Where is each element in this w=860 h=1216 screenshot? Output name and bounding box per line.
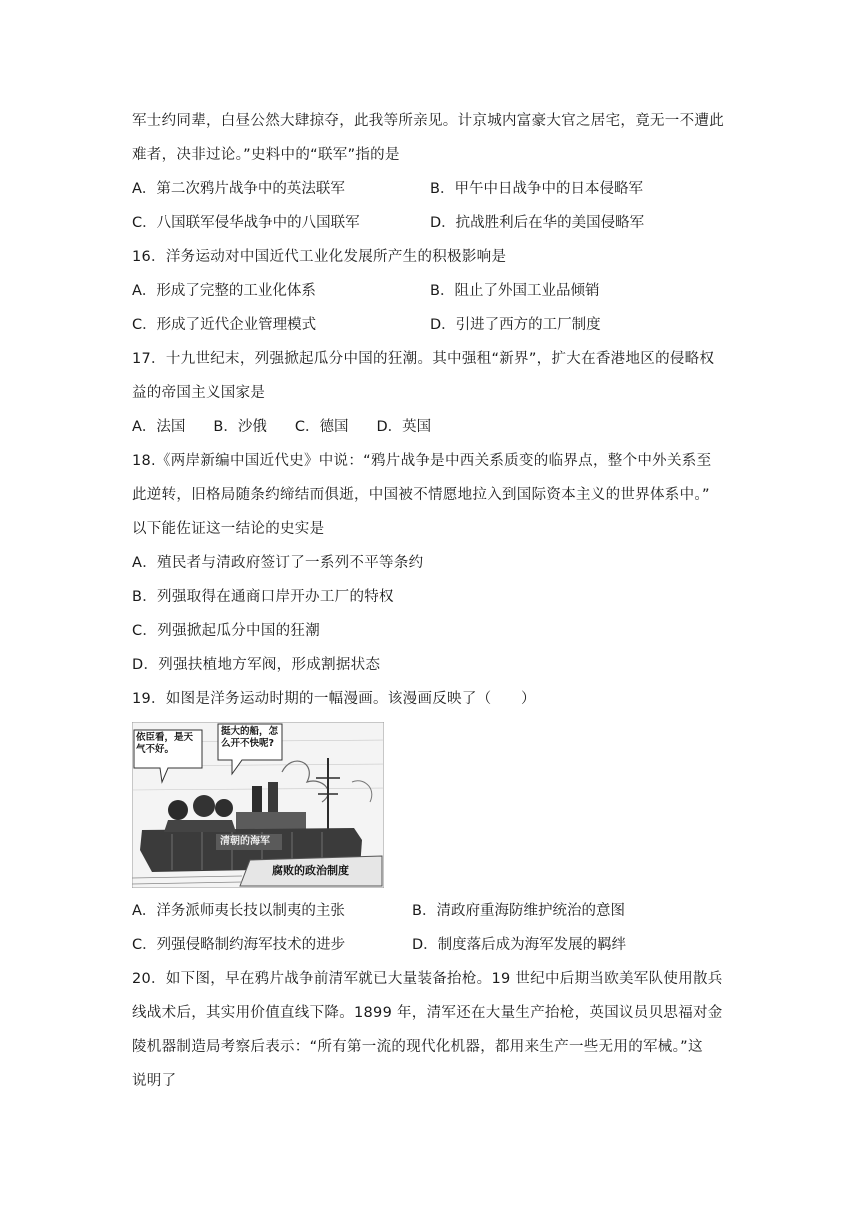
- q15-option-c: C．八国联军侵华战争中的八国联军: [132, 215, 360, 231]
- q17-option-a: A．法国: [132, 419, 186, 435]
- q20-stem-line-3: 陵机器制造局考察后表示：“所有第一流的现代化机器，都用来生产一些无用的军械。”这: [132, 1039, 703, 1055]
- q15-option-a: A．第二次鸦片战争中的英法联军: [132, 181, 345, 197]
- q19-stem: 19．如图是洋务运动时期的一幅漫画。该漫画反映了（ ）: [132, 691, 536, 707]
- q15-stem-line-1: 军士约同辈，白昼公然大肆掠夺，此我等所亲见。计京城内富豪大官之居宅，竟无一不遭此: [132, 113, 724, 129]
- q17-option-c: C．德国: [294, 419, 349, 435]
- q19-options-row-1: [132, 894, 732, 928]
- q15-stem-line-2: 难者，决非过论。”史料中的“联军”指的是: [132, 147, 400, 163]
- cartoon-bubble-left: 依臣看，是天气不好。: [136, 732, 194, 755]
- exam-page: [132, 104, 732, 1098]
- q19-option-d: D．制度落后成为海军发展的羁绊: [412, 937, 627, 953]
- q17-option-b: B．沙俄: [213, 419, 267, 435]
- q19-cartoon-image: [132, 722, 384, 888]
- q16-options-row-2: [132, 308, 732, 342]
- q17-stem-line-1: 17．十九世纪末，列强掀起瓜分中国的狂潮。其中强租“新界”，扩大在香港地区的侵略权: [132, 351, 715, 367]
- q16-option-d: D．引进了西方的工厂制度: [430, 317, 601, 333]
- q19-option-b: B．清政府重海防维护统治的意图: [412, 903, 625, 919]
- q16-option-a: A．形成了完整的工业化体系: [132, 283, 316, 299]
- q20-stem-line-4: 说明了: [132, 1073, 177, 1089]
- q15-option-d: D．抗战胜利后在华的美国侵略军: [430, 215, 645, 231]
- q18-option-a: A．殖民者与清政府签订了一系列不平等条约: [132, 555, 424, 571]
- cartoon-ship-label: 清朝的海军: [220, 836, 270, 847]
- q17-stem-line-2: 益的帝国主义国家是: [132, 385, 266, 401]
- q19-option-a: A．洋务派师夷长技以制夷的主张: [132, 903, 345, 919]
- q19-option-c: C．列强侵略制约海军技术的进步: [132, 937, 346, 953]
- q15-options-row-1: [132, 172, 732, 206]
- q18-stem-line-2: 此逆转，旧格局随条约缔结而俱逝，中国被不情愿地拉入到国际资本主义的世界体系中。”: [132, 487, 710, 503]
- q18-option-c: C．列强掀起瓜分中国的狂潮: [132, 623, 321, 639]
- q18-stem-line-3: 以下能佐证这一结论的史实是: [132, 521, 325, 537]
- q17-options-row: [132, 410, 732, 444]
- q18-option-b: B．列强取得在通商口岸开办工厂的特权: [132, 589, 394, 605]
- q16-options-row-1: [132, 274, 732, 308]
- q16-option-c: C．形成了近代企业管理模式: [132, 317, 317, 333]
- q20-stem-line-1: 20．如下图，早在鸦片战争前清军就已大量装备抬枪。19 世纪中后期当欧美军队使用散兵: [132, 971, 723, 987]
- cartoon-ice-label: 腐败的政治制度: [272, 864, 349, 877]
- q17-option-d: D．英国: [376, 419, 432, 435]
- q16-option-b: B．阻止了外国工业品倾销: [430, 283, 600, 299]
- cartoon-bubble-right: 挺大的船，怎么开不快呢?: [221, 726, 279, 749]
- q15-option-b: B．甲午中日战争中的日本侵略军: [430, 181, 643, 197]
- q20-stem-line-2: 线战术后，其实用价值直线下降。1899 年，清军还在大量生产抬枪，英国议员贝思福对金: [132, 1005, 723, 1021]
- q18-option-d: D．列强扶植地方军阀，形成割据状态: [132, 657, 381, 673]
- q16-stem: 16．洋务运动对中国近代工业化发展所产生的积极影响是: [132, 249, 507, 265]
- q18-stem-line-1: 18.《两岸新编中国近代史》中说：“鸦片战争是中西关系质变的临界点，整个中外关系至: [132, 453, 712, 469]
- q19-options-row-2: [132, 928, 732, 962]
- q15-options-row-2: [132, 206, 732, 240]
